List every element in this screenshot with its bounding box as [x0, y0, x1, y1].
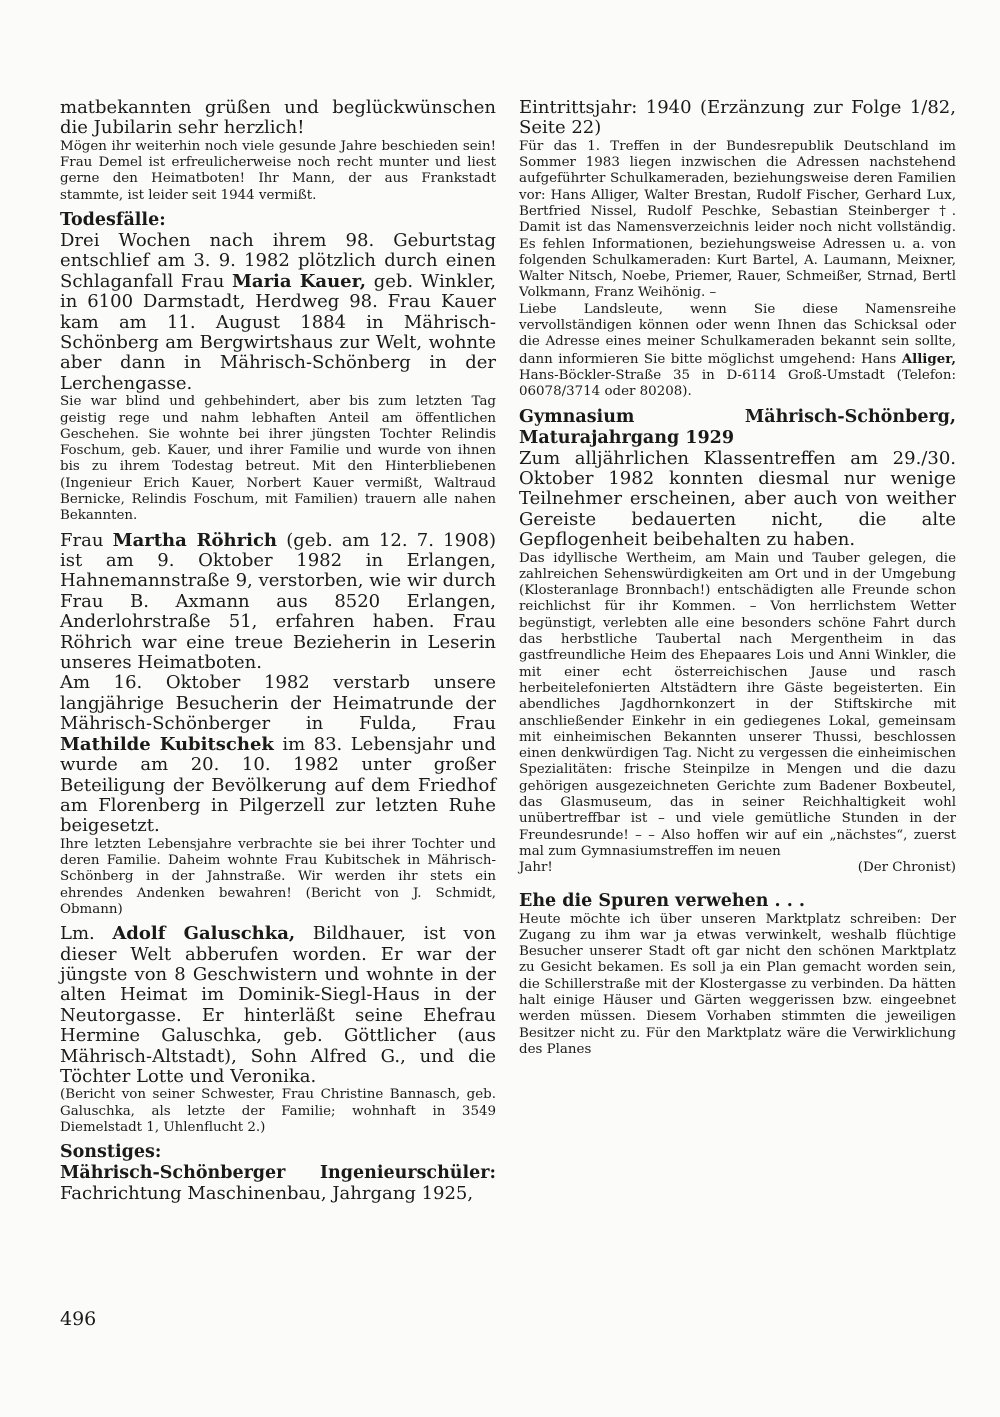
gymnasium-heading: Gymnasium Mährisch-Schönberg, Maturajahrgang 1929	[519, 406, 956, 448]
gymnasium-report: Das idyllische Wertheim, am Main und Tauber gelegen, die zahlreichen Sehenswürdigkeiten am Ort und in der Umgebung (Klosteranlage Bronnbach!) entschädigten alle Freunde schon reichlichst für ihr Kommen. – Von herrlichstem Wetter begünstigt, verlebten alle eine besonders schöne Fahrt durch das herbstliche Taubertal nach Mergentheim in das gastfreundliche Heim des Ehepaares Lois und Anni Winkler, die mit einer echt österreichischen Jause und rasch herbeitelefonierten Altstädtern ihre Gäste begeisterten. Ein abendliches Jagdhornkonzert in der Stiftskirche mit anschließender Einkehr in ein gediegenes Lokal, gemeinsam mit einheimischen Bekannten unserer Thussi, beschlossen einen denkwürdigen Tag. Nicht zu vergessen die einheimischen Spezialitäten: frische Steinpilze in Mengen und die dazu gehörigen ausgezeichneten Gerichte zum Badener Boxbeutel, das Glasmuseum, das in seiner Reichhaltigkeit wohl unübertreffbar ist – und viele gemütliche Stunden in der Freundesrunde! – – Also hoffen wir auf ein „nächstes“, zuerst mal zum Gymnasiumstreffen im neuen	[519, 550, 956, 859]
left-intro-text: matbekannten grüßen und beglückwünschen die Jubilarin sehr herzlich!	[60, 97, 496, 139]
todesfaelle-heading: Todesfälle:	[60, 210, 166, 230]
ingenieur-text: Fachrichtung Maschinenbau, Jahrgang 1925,	[60, 1183, 474, 1205]
treffen-text: Für das 1. Treffen in der Bundesrepublik Deutschland im Sommer 1983 liegen inzwischen die Adressen nachstehend aufgeführter Schulkameraden, beziehungsweise deren Familien vor: Hans Alliger, Walter Brestan, Rudolf Fischer, Gerhard Lux, Bertfried Nissel, Rudolf Peschke, Sebastian Steinberger †. Damit ist das Namensverzeichnis leider noch nicht vollständig. Es fehlen Informationen, beziehungsweise Adressen u. a. von folgenden Schulkameraden: Kurt Bartel, A. Laumann, Meixner, Walter Nitsch, Noebe, Priemer, Rauer, Schmeißer, Strnad, Bertl Volkmann, Franz Weihönig. –	[519, 138, 956, 301]
galuschka-paragraph: Lm. Adolf Galuschka, Bildhauer, ist von dieser Welt abberufen worden. Er war der jüngste von 8 Geschwistern und wohnte in der alten Heimat im Dominik-Siegl-Haus in der Neutorgasse. Er hinterläßt seine Ehefrau Hermine Galuschka, geb. Göttlicher (aus Mährisch-Altstadt), Sohn Alfred G., und die Töchter Lotte und Veronika.	[60, 923, 496, 1088]
spuren-heading: Ehe die Spuren verwehen . . .	[519, 890, 806, 911]
kauer-details: Sie war blind und gehbehindert, aber bis zum letzten Tag geistig rege und nahm lebhaften Anteil am öffentlichen Geschehen. Sie wohnte bei ihrer jüngsten Tochter Relindis Foschum, geb. Kauer, und ihrer Familie und wurde von ihnen bis zu ihrem Todestag betreut. Mit den Hinterbliebenen (Ingenieur Erich Kauer, Norbert Kauer vermißt, Waltraud Bernicke, Relindis Foschum, mit Familien) trauern alle nahen Bekannten.	[60, 394, 496, 524]
gymnasium-closing: Jahr! (Der Chronist)	[519, 860, 956, 876]
gymnasium-intro: Zum alljährlichen Klassentreffen am 29./30. Oktober 1982 konnten diesmal nur wenige Teilnehmer erscheinen, aber auch von weither Gereiste bedauerten nicht, die alte Gepflogenheit beibehalten zu haben.	[519, 447, 956, 551]
roehrich-paragraph: Frau Martha Röhrich (geb. am 12. 7. 1908) ist am 9. Oktober 1982 in Erlangen, Hahnemannstraße 9, verstorben, wie wir durch Frau B. Axmann aus 8520 Erlangen, Anderlohrstraße 51, erfahren haben. Frau Röhrich war eine treue Bezieherin in Leserin unseres Heimatboten.	[60, 529, 497, 674]
kauer-paragraph: Drei Wochen nach ihrem 98. Geburtstag entschlief am 3. 9. 1982 plötzlich durch einen Schlaganfall Frau Maria Kauer, geb. Winkler, in 6100 Darmstadt, Herdweg 98. Frau Kauer kam am 11. August 1884 in Mährisch-Schönberg am Bergwirtshaus zur Welt, wohnte aber dann in Mährisch-Schönberg in der Lerchengasse.	[60, 230, 496, 394]
landsleute-text: Liebe Landsleute, wenn Sie diese Namensreihe vervollständigen können oder wenn Ihnen das Schicksal oder die Adresse eines meiner Schulkameraden bekannt sein sollte, dann informieren Sie bitte möglichst umgehend: Hans Alliger, Hans-Böckler-Straße 35 in D-6114 Groß-Umstadt (Telefon: 06078/3714 oder 80208).	[519, 301, 956, 400]
eintrittsjahr-text: Eintrittsjahr: 1940 (Erzänzung zur Folge 1/82, Seite 22)	[519, 97, 956, 139]
page-number: 496	[60, 1308, 97, 1330]
sonstiges-heading: Sonstiges:	[60, 1142, 162, 1163]
spuren-text: Heute möchte ich über unseren Marktplatz schreiben: Der Zugang zu ihm war ja etwas verwinkelt, weshalb flüchtige Besucher unserer Stadt oft gar nicht den schönen Marktplatz zu Gesicht bekamen. Es soll ja ein Plan gemacht worden sein, die Schillerstraße mit der Klostergasse zu verbinden. Da hätten halt einige Häuser und Gärten weggerissen bzw. eingeebnet werden müssen. Diesem Vorhaben stimmten die jeweiligen Besitzer nicht zu. Für den Marktplatz wäre die Verwirklichung des Planes	[519, 911, 956, 1057]
ingenieur-heading: Mährisch-Schönberger Ingenieurschüler:	[60, 1163, 496, 1184]
chronist-signature: (Der Chronist)	[857, 860, 956, 876]
left-intro-small: Mögen ihr weiterhin noch viele gesunde Jahre beschieden sein! Frau Demel ist erfreulicherweise noch recht munter und liest gerne den Heimatboten! Ihr Mann, der aus Frankstadt stammte, ist leider seit 1944 vermißt.	[60, 138, 496, 203]
right-column	[519, 98, 956, 1058]
kubitschek-details: Ihre letzten Lebensjahre verbrachte sie bei ihrer Tochter und deren Familie. Daheim wohnte Frau Kubitschek in Mährisch-Schönberg in der Jahnstraße. Wir werden ihr stets ein ehrendes Andenken bewahren! (Bericht von J. Schmidt, Obmann)	[60, 836, 496, 917]
left-column	[60, 98, 496, 1205]
kubitschek-paragraph: Am 16. Oktober 1982 verstarb unsere langjährige Besucherin der Heimatrunde der Mährisch-Schönberger in Fulda, Frau Mathilde Kubitschek im 83. Lebensjahr und wurde am 20. 10. 1982 unter großer Beteiligung der Bevölkerung auf dem Friedhof am Florenberg in Pilgerzell zur letzten Ruhe beigesetzt.	[60, 672, 496, 837]
galuschka-details: (Bericht von seiner Schwester, Frau Christine Bannasch, geb. Galuschka, als letzte der Familie; wohnhaft in 3549 Diemelstadt 1, Uhlenflucht 2.)	[60, 1087, 496, 1136]
